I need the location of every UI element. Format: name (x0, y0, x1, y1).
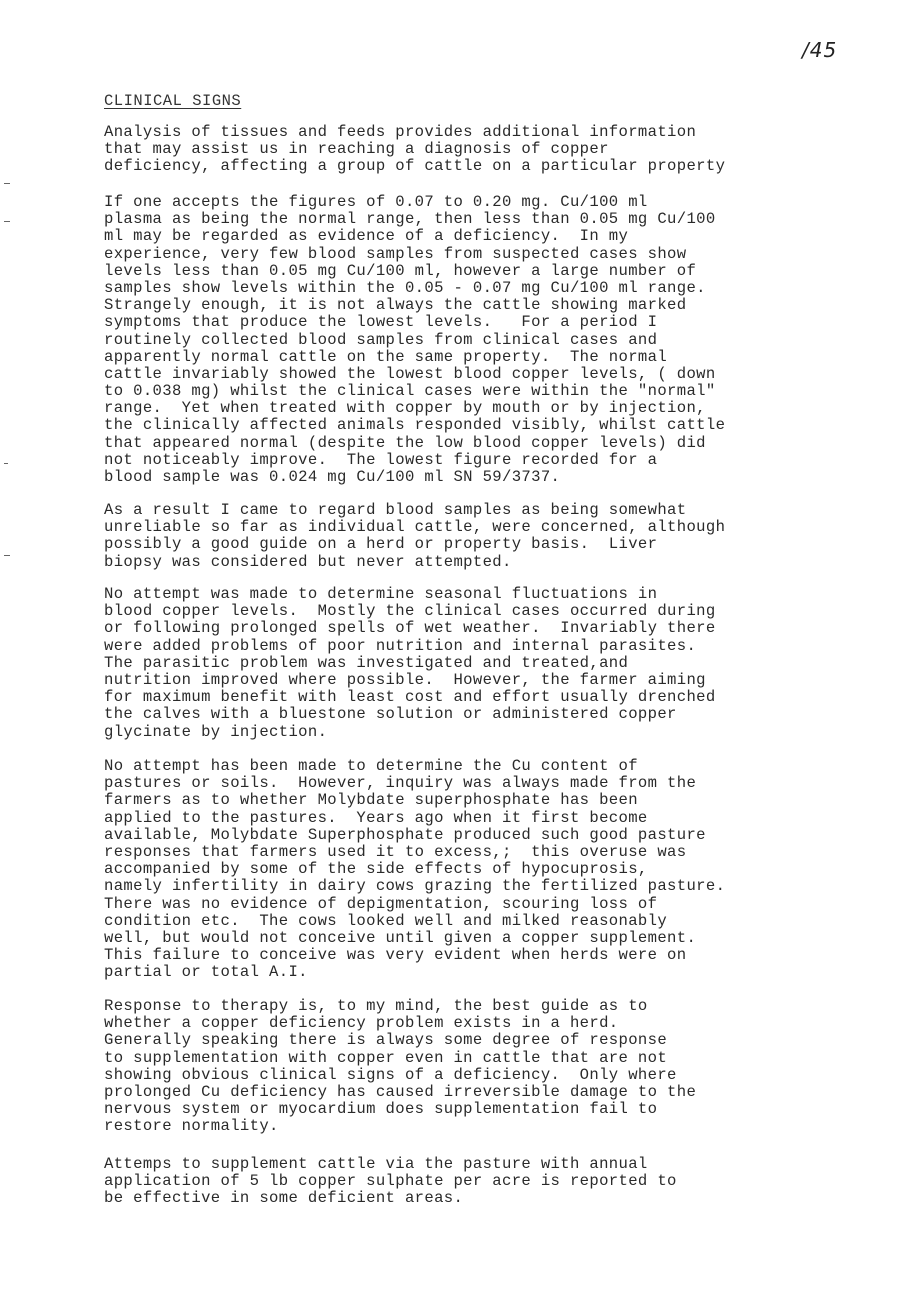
paragraph-reliability (104, 502, 725, 571)
text-line: prolonged Cu deficiency has caused irreversible damage to the (104, 1082, 697, 1101)
text-line: partial or total A.I. (104, 963, 308, 982)
text-line: unreliable so far as individual cattle, were concerned, although (104, 518, 726, 537)
text-line: nervous system or myocardium does supplementation fail to (104, 1100, 658, 1119)
text-line: blood copper levels. Mostly the clinical cases occurred during (104, 602, 716, 621)
text-line: namely infertility in dairy cows grazing the fertilized pasture. (104, 877, 726, 896)
paragraph-pastures (104, 758, 725, 981)
text-line: responses that farmers used it to excess,; this overuse was (104, 842, 687, 861)
text-line: samples show levels within the 0.05 - 0.07 mg Cu/100 ml range. (104, 278, 706, 297)
text-line: not noticeably improve. The lowest figure recorded for a (104, 450, 658, 469)
text-line: ml may be regarded as evidence of a deficiency. In my (104, 227, 629, 246)
text-line: restore normality. (104, 1117, 279, 1136)
paragraph-pasture-supplement (104, 1156, 677, 1208)
text-line: symptoms that produce the lowest levels. For a period I (104, 313, 658, 332)
text-line: biopsy was considered but never attempted. (104, 552, 512, 571)
text-line: The parasitic problem was investigated and treated,and (104, 653, 629, 672)
text-line: Attemps to supplement cattle via the pasture with annual (104, 1155, 648, 1173)
text-line: showing obvious clinical signs of a deficiency. Only where (104, 1065, 677, 1084)
text-line: This failure to conceive was very evident when herds were on (104, 946, 687, 965)
paragraph-therapy (104, 998, 696, 1136)
text-line: experience, very few blood samples from suspected cases show (104, 244, 687, 263)
text-line: for maximum benefit with least cost and effort usually drenched (104, 688, 716, 707)
text-line: to 0.038 mg) whilst the clinical cases were within the "normal" (104, 382, 716, 401)
text-line: or following prolonged spells of wet weather. Invariably there (104, 619, 716, 638)
text-line: Analysis of tissues and feeds provides additional information (104, 123, 697, 141)
margin-mark (4, 463, 8, 464)
text-line: blood sample was 0.024 mg Cu/100 ml SN 59/3737. (104, 468, 561, 486)
text-line: cattle invariably showed the lowest blood copper levels, ( down (104, 364, 716, 383)
margin-mark (4, 183, 10, 184)
text-line: be effective in some deficient areas. (104, 1189, 464, 1208)
text-line: the clinically affected animals responded visibly, whilst cattle (104, 416, 726, 435)
text-line: As a result I came to regard blood samples as being somewhat (104, 501, 687, 519)
text-line: possibly a good guide on a herd or property basis. Liver (104, 535, 658, 554)
text-line: well, but would not conceive until given a copper supplement. (104, 928, 697, 947)
text-line: condition etc. The cows looked well and milked reasonably (104, 911, 668, 930)
text-line: apparently normal cattle on the same property. The normal (104, 347, 668, 366)
text-line: were added problems of poor nutrition and internal parasites. (104, 636, 697, 655)
text-line: Strangely enough, it is not always the cattle showing marked (104, 296, 687, 315)
text-line: accompanied by some of the side effects of hypocuprosis, (104, 860, 648, 879)
margin-mark (4, 555, 10, 556)
section-heading: CLINICAL SIGNS (104, 92, 242, 110)
paragraph-intro (104, 124, 725, 176)
paragraph-seasonal (104, 586, 716, 741)
paragraph-blood-levels (104, 194, 725, 486)
text-line: deficiency, affecting a group of cattle on a particular property (104, 157, 726, 176)
text-line: available, Molybdate Superphosphate produced such good pasture (104, 825, 706, 844)
margin-mark (4, 221, 10, 222)
text-line: levels less than 0.05 mg Cu/100 ml, however a large number of (104, 261, 697, 280)
text-line: whether a copper deficiency problem exists in a herd. (104, 1014, 619, 1033)
text-line: If one accepts the figures of 0.07 to 0.20 mg. Cu/100 ml (104, 193, 648, 211)
text-line: Generally speaking there is always some degree of response (104, 1031, 668, 1050)
text-line: farmers as to whether Molybdate superphosphate has been (104, 791, 638, 810)
page-number: /45 (802, 38, 838, 62)
text-line: that may assist us in reaching a diagnosis of copper (104, 140, 609, 159)
text-line: range. Yet when treated with copper by mouth or by injection, (104, 399, 706, 418)
text-line: routinely collected blood samples from clinical cases and (104, 330, 658, 349)
text-line: plasma as being the normal range, then less than 0.05 mg Cu/100 (104, 210, 716, 229)
text-line: the calves with a bluestone solution or administered copper (104, 705, 677, 724)
text-line: pastures or soils. However, inquiry was always made from the (104, 774, 697, 793)
text-line: applied to the pastures. Years ago when it first become (104, 808, 648, 827)
text-line: glycinate by injection. (104, 722, 328, 741)
text-line: nutrition improved where possible. However, the farmer aiming (104, 670, 706, 689)
text-line: There was no evidence of depigmentation, scouring loss of (104, 894, 658, 913)
text-line: application of 5 lb copper sulphate per acre is reported to (104, 1172, 677, 1191)
text-line: No attempt was made to determine seasonal fluctuations in (104, 585, 658, 603)
text-line: to supplementation with copper even in cattle that are not (104, 1048, 668, 1067)
text-line: Response to therapy is, to my mind, the best guide as to (104, 997, 648, 1015)
text-line: that appeared normal (despite the low blood copper levels) did (104, 433, 706, 452)
text-line: No attempt has been made to determine the Cu content of (104, 757, 638, 775)
